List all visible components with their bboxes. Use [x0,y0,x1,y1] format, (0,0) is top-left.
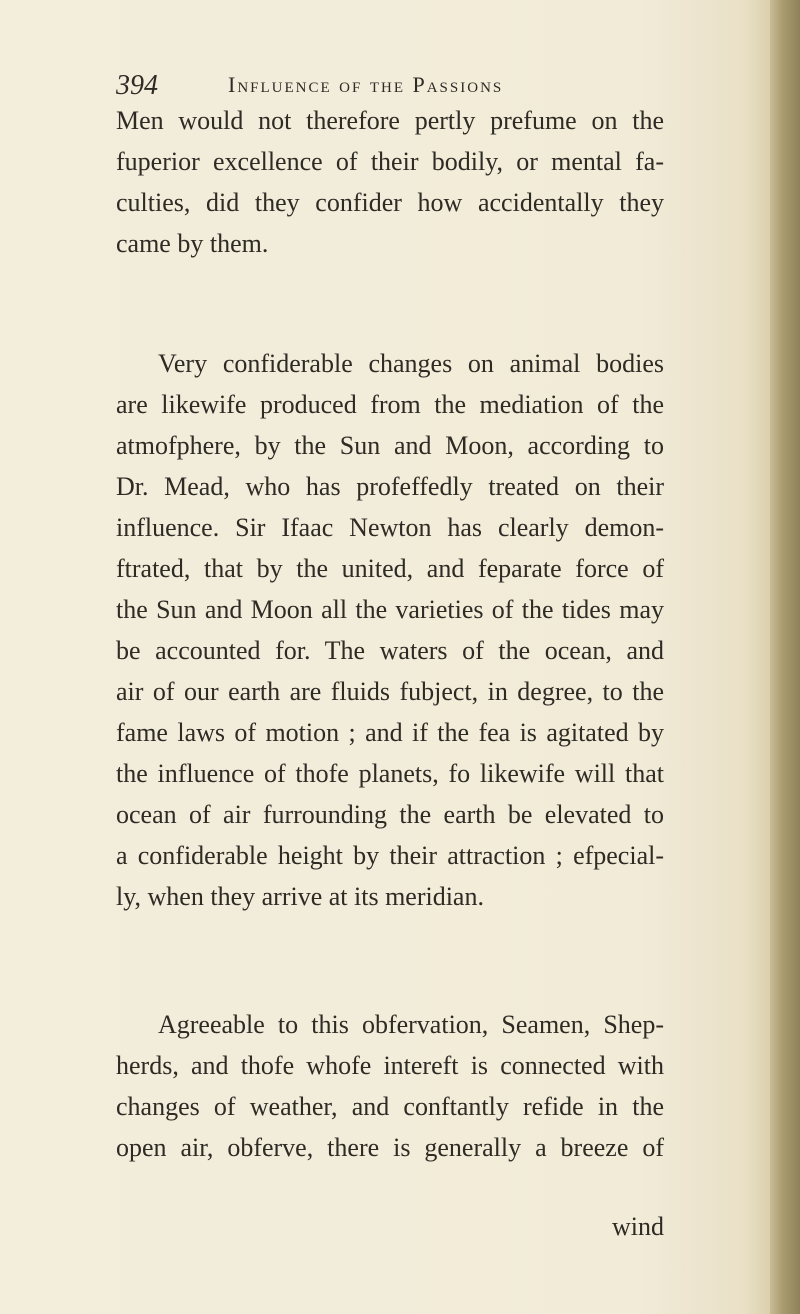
text-line: Very confiderable changes on animal bodies [158,349,664,378]
text-line: open air, obferve, there is generally a breeze of [116,1133,664,1162]
text-line: be accounted for. The waters of the ocean, and [116,636,664,665]
text-line: Agreeable to this obfervation, Seamen, Shep- [158,1010,664,1039]
text-line: fame laws of motion ; and if the fea is agitated by [116,718,664,747]
page-edge [770,0,800,1314]
text-line: ly, when they arrive at its meridian. [116,882,484,911]
text-line: a confiderable height by their attraction ; efpecial- [116,841,664,870]
paragraph-2 [116,343,664,917]
text-line: herds, and thofe whofe intereft is connected with [116,1051,664,1080]
text-line: ftrated, that by the united, and feparate force of [116,554,664,583]
text-line: culties, did they confider how accidentally they [116,188,664,217]
text-line: influence. Sir Ifaac Newton has clearly demon- [116,513,664,542]
running-head: Influence of the Passions [228,72,504,97]
page-number: 394 [116,70,158,101]
text-line: came by them. [116,229,269,258]
paragraph-3 [116,1004,664,1168]
text-line: the Sun and Moon all the varieties of the tides may [116,595,664,624]
text-line: ocean of air furrounding the earth be elevated to [116,800,664,829]
text-line: fuperior excellence of their bodily, or mental fa- [116,147,664,176]
text-line: air of our earth are fluids fubject, in degree, to the [116,677,664,706]
text-line: are likewife produced from the mediation of the [116,390,664,419]
text-line: the influence of thofe planets, fo likewife will that [116,759,664,788]
text-line: atmofphere, by the Sun and Moon, according to [116,431,664,460]
paragraph-1 [116,100,664,264]
text-line: changes of weather, and conftantly refide in the [116,1092,664,1121]
text-line: Men would not therefore pertly prefume on the [116,106,664,135]
catchword: wind [612,1212,664,1241]
catchword-block [116,1206,664,1247]
text-line: Dr. Mead, who has profeffedly treated on their [116,472,664,501]
